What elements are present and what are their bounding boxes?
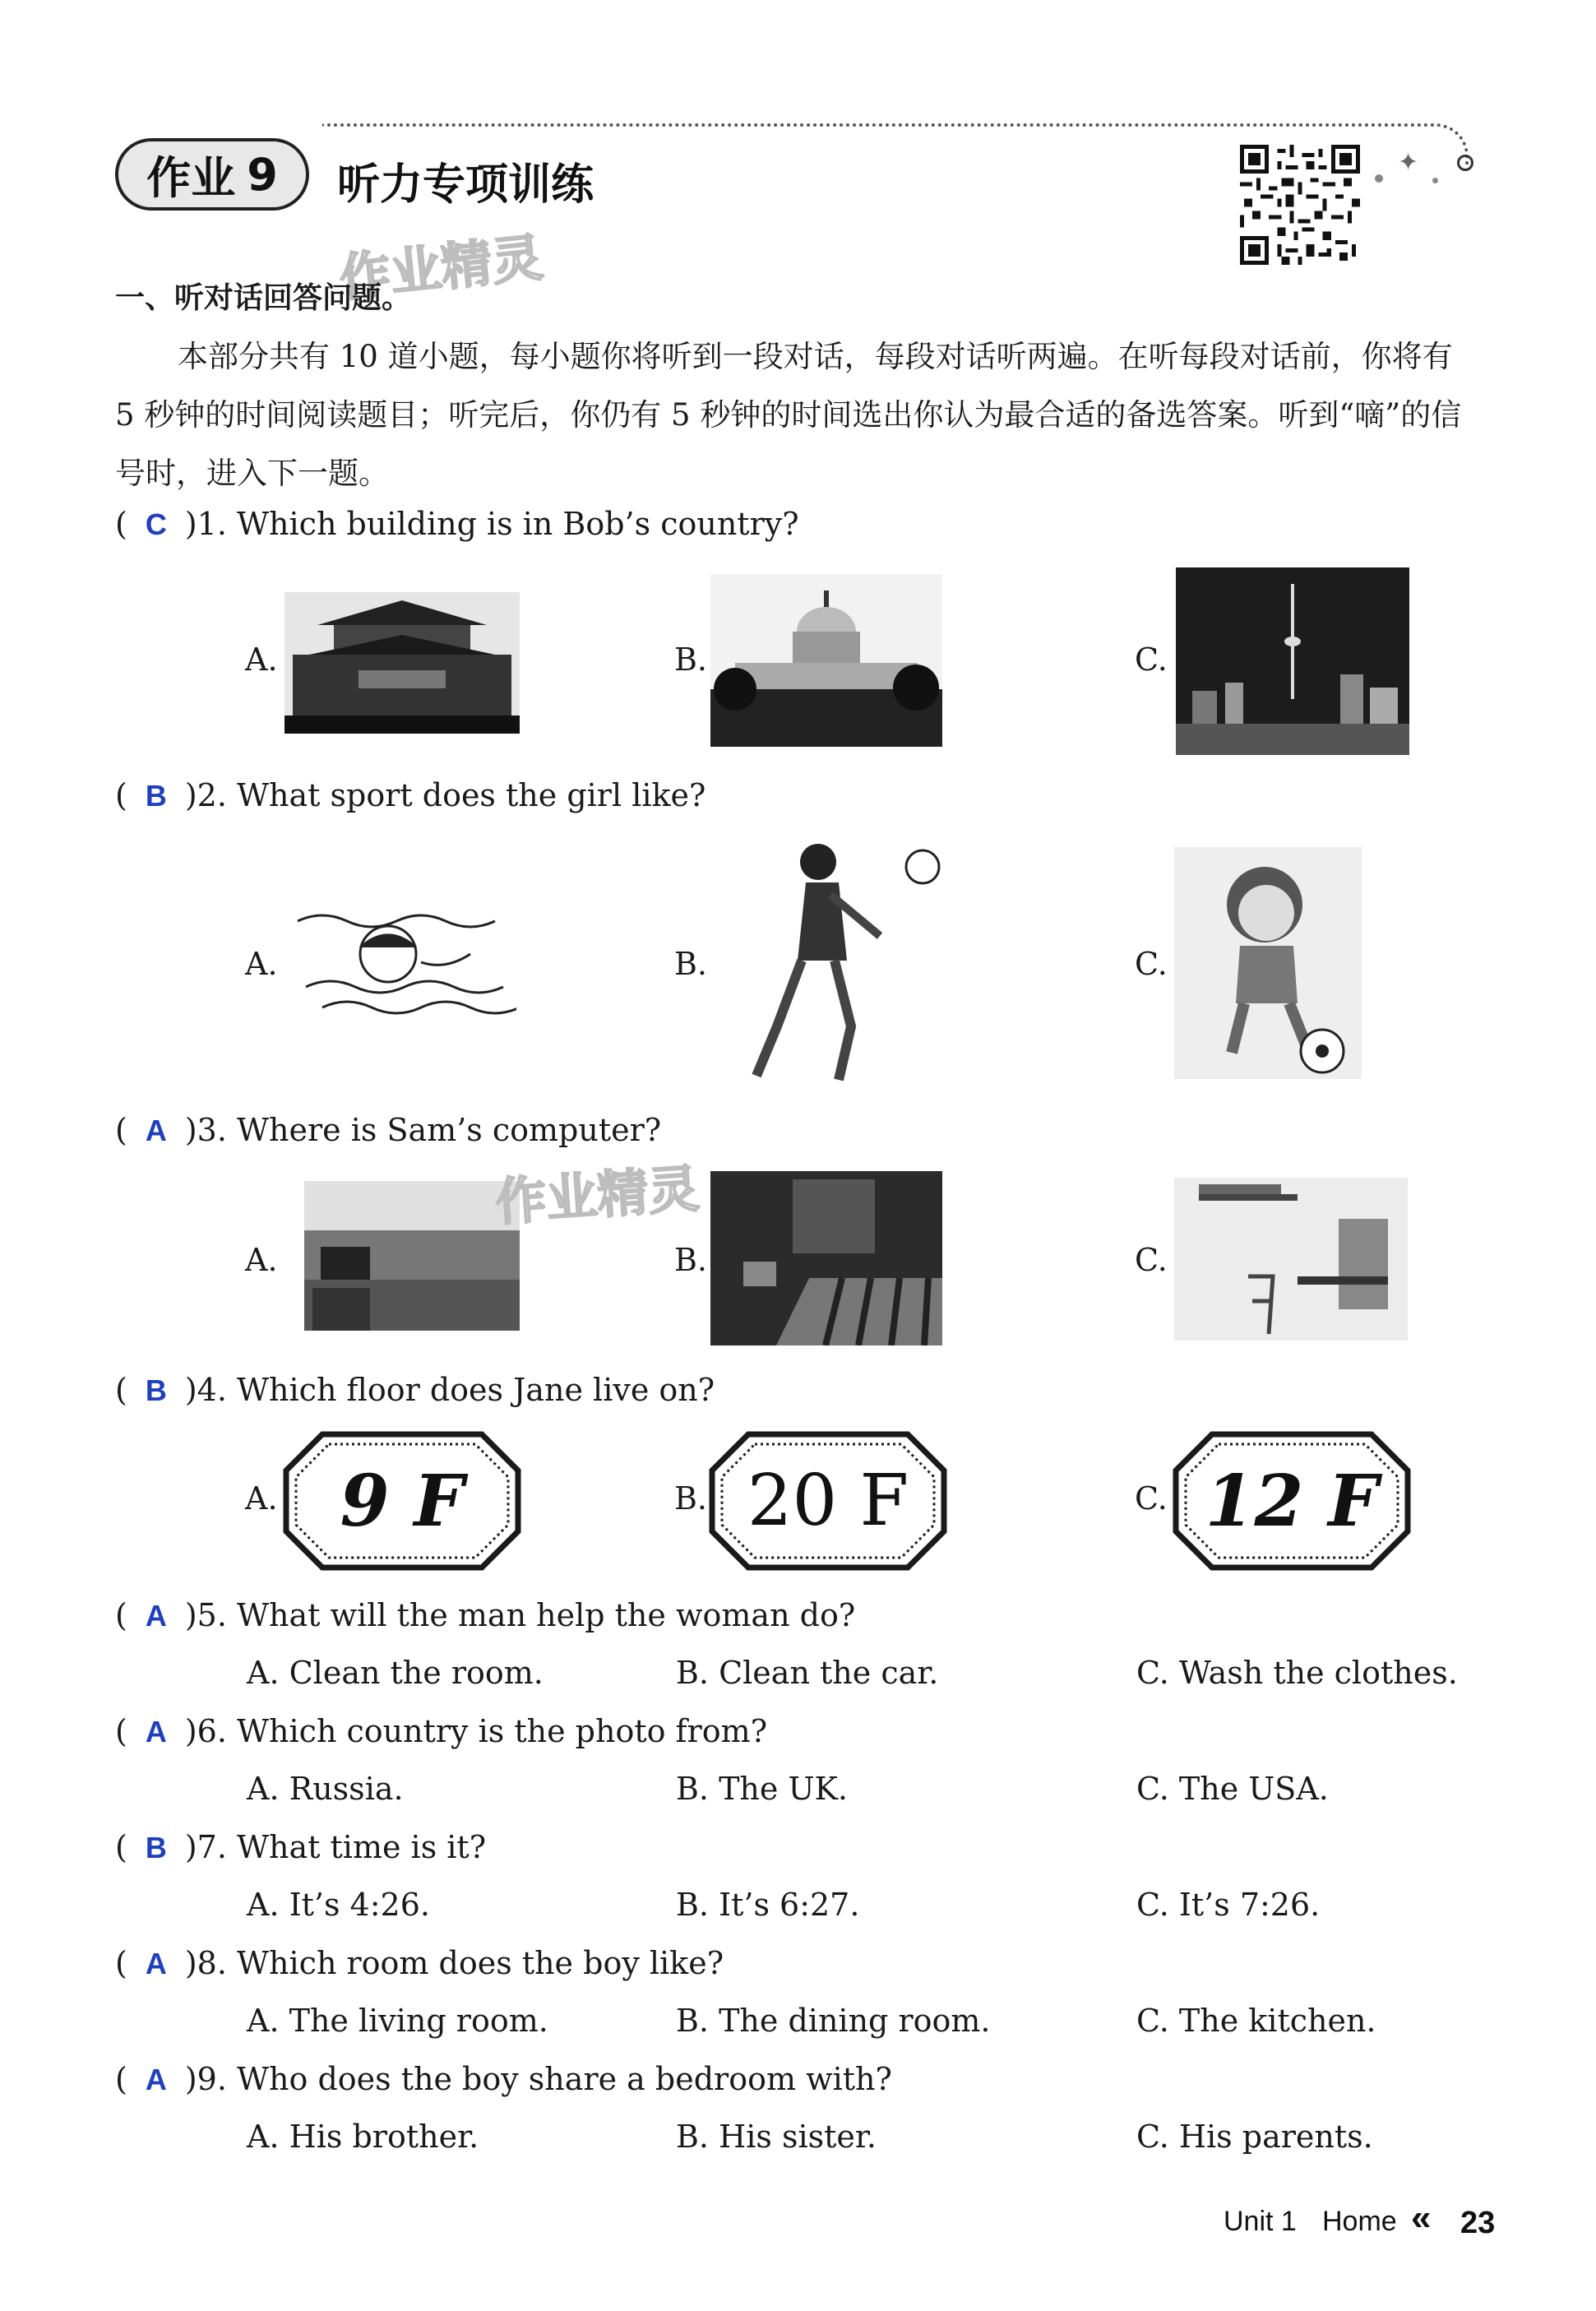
- question-1: ( C )1. Which building is in Bob’s country?: [115, 506, 799, 542]
- option-c[interactable]: C. It’s 7:26.: [1136, 1887, 1321, 1923]
- option-c-label: C.: [1135, 946, 1168, 982]
- floor-plate-label: 12 F: [1205, 1459, 1379, 1543]
- question-3: ( A )3. Where is Sam’s computer?: [115, 1112, 662, 1148]
- question-7: ( B )7. What time is it?: [115, 1829, 487, 1865]
- chevron-left-icon: «: [1411, 2198, 1432, 2238]
- option-a[interactable]: A. His brother.: [247, 2119, 479, 2155]
- kitchen-photo-icon[interactable]: [304, 1181, 520, 1331]
- floor-plate[interactable]: [1173, 1431, 1411, 1571]
- answer-7: B: [145, 1831, 167, 1864]
- option-c-label: C.: [1135, 1242, 1168, 1278]
- option-c[interactable]: C. The USA.: [1136, 1771, 1329, 1807]
- option-b[interactable]: B. His sister.: [676, 2119, 877, 2155]
- question-8: ( A )8. Which room does the boy like?: [115, 1945, 724, 1981]
- floor-plate[interactable]: [283, 1431, 521, 1571]
- option-b-label: B.: [674, 1242, 708, 1278]
- sparkle-icon: ✦: [1398, 148, 1419, 177]
- option-b[interactable]: B. The dining room.: [676, 2003, 991, 2039]
- option-c[interactable]: C. The kitchen.: [1136, 2003, 1376, 2039]
- option-b-label: B.: [674, 641, 708, 678]
- answer-4: B: [145, 1373, 167, 1407]
- question-9-text: )9. Who does the boy share a bedroom with?: [184, 2061, 892, 2097]
- study-room-photo-icon[interactable]: [1174, 1178, 1408, 1341]
- page-number: 23: [1460, 2206, 1496, 2240]
- homework-badge-number: 9: [247, 148, 278, 201]
- option-a[interactable]: A. The living room.: [247, 2003, 548, 2039]
- question-6: ( A )6. Which country is the photo from?: [115, 1713, 768, 1749]
- tiananmen-icon[interactable]: [285, 592, 520, 734]
- answer-9: A: [145, 2063, 167, 2096]
- option-b-label: B.: [674, 946, 708, 982]
- capitol-building-icon[interactable]: [710, 574, 942, 747]
- question-9: ( A )9. Who does the boy share a bedroom with?: [115, 2061, 892, 2097]
- option-c-label: C.: [1135, 641, 1168, 678]
- qr-code-icon[interactable]: [1240, 145, 1360, 265]
- floor-plate-label: 9 F: [340, 1459, 465, 1543]
- section-title: 一、听对话回答问题。: [115, 281, 412, 315]
- option-c-label: C.: [1135, 1480, 1168, 1517]
- answer-3: A: [145, 1114, 167, 1147]
- floor-plate-label: 20 F: [747, 1460, 909, 1542]
- question-4: ( B )4. Which floor does Jane live on?: [115, 1372, 715, 1408]
- soccer-girl-icon[interactable]: [1174, 847, 1362, 1079]
- decor-dot: [1375, 174, 1383, 183]
- option-c[interactable]: C. Wash the clothes.: [1136, 1655, 1458, 1691]
- question-2-text: )2. What sport does the girl like?: [184, 777, 706, 813]
- option-a[interactable]: A. Russia.: [247, 1771, 404, 1807]
- swimming-child-icon[interactable]: [289, 896, 516, 1028]
- option-b[interactable]: B. The UK.: [676, 1771, 848, 1807]
- floor-plate[interactable]: [709, 1431, 947, 1571]
- decor-ring-icon: [1457, 155, 1473, 171]
- option-a[interactable]: A. Clean the room.: [247, 1655, 544, 1691]
- option-a-label: A.: [245, 1242, 278, 1278]
- page-title: 听力专项训练: [337, 160, 594, 210]
- decor-dot: [1432, 178, 1438, 183]
- question-4-text: )4. Which floor does Jane live on?: [184, 1372, 715, 1408]
- footer-unit: Unit 1: [1224, 2206, 1297, 2237]
- option-a-label: A.: [245, 1480, 278, 1517]
- question-8-text: )8. Which room does the boy like?: [184, 1945, 724, 1981]
- question-7-text: )7. What time is it?: [184, 1829, 487, 1865]
- answer-5: A: [145, 1599, 167, 1633]
- answer-8: A: [145, 1947, 167, 1980]
- option-a[interactable]: A. It’s 4:26.: [247, 1887, 430, 1923]
- volleyball-player-icon[interactable]: [707, 837, 951, 1087]
- watermark: 作业精灵: [336, 227, 546, 308]
- option-a-label: A.: [245, 946, 278, 982]
- answer-1: C: [145, 507, 167, 541]
- question-6-text: )6. Which country is the photo from?: [184, 1713, 768, 1749]
- answer-2: B: [145, 779, 167, 813]
- homework-badge-label: 作业: [146, 151, 236, 204]
- cn-tower-skyline-icon[interactable]: [1176, 567, 1409, 755]
- question-5: ( A )5. What will the man help the woman do?: [115, 1597, 856, 1633]
- bedroom-photo-icon[interactable]: [710, 1171, 942, 1345]
- homework-badge: [115, 138, 309, 211]
- footer-topic: Home: [1322, 2206, 1397, 2237]
- option-b-label: B.: [674, 1480, 708, 1517]
- question-3-text: )3. Where is Sam’s computer?: [184, 1112, 662, 1148]
- question-2: ( B )2. What sport does the girl like?: [115, 777, 706, 813]
- section-instructions: 本部分共有 10 道小题，每小题你将听到一段对话，每段对话听两遍。在听每段对话前，你将有 5 秒钟的时间阅读题目；听完后，你仍有 5 秒钟的时间选出你认为最合适的备选答案。听到“嘀”的信号时，进入下一题。: [115, 339, 1462, 491]
- question-5-text: )5. What will the man help the woman do?: [184, 1597, 856, 1633]
- watermark: 作业精灵: [493, 1158, 701, 1233]
- question-1-text: )1. Which building is in Bob’s country?: [184, 506, 799, 542]
- option-c[interactable]: C. His parents.: [1136, 2119, 1373, 2155]
- answer-6: A: [145, 1715, 167, 1748]
- option-a-label: A.: [245, 641, 278, 678]
- option-b[interactable]: B. Clean the car.: [676, 1655, 939, 1691]
- option-b[interactable]: B. It’s 6:27.: [676, 1887, 860, 1923]
